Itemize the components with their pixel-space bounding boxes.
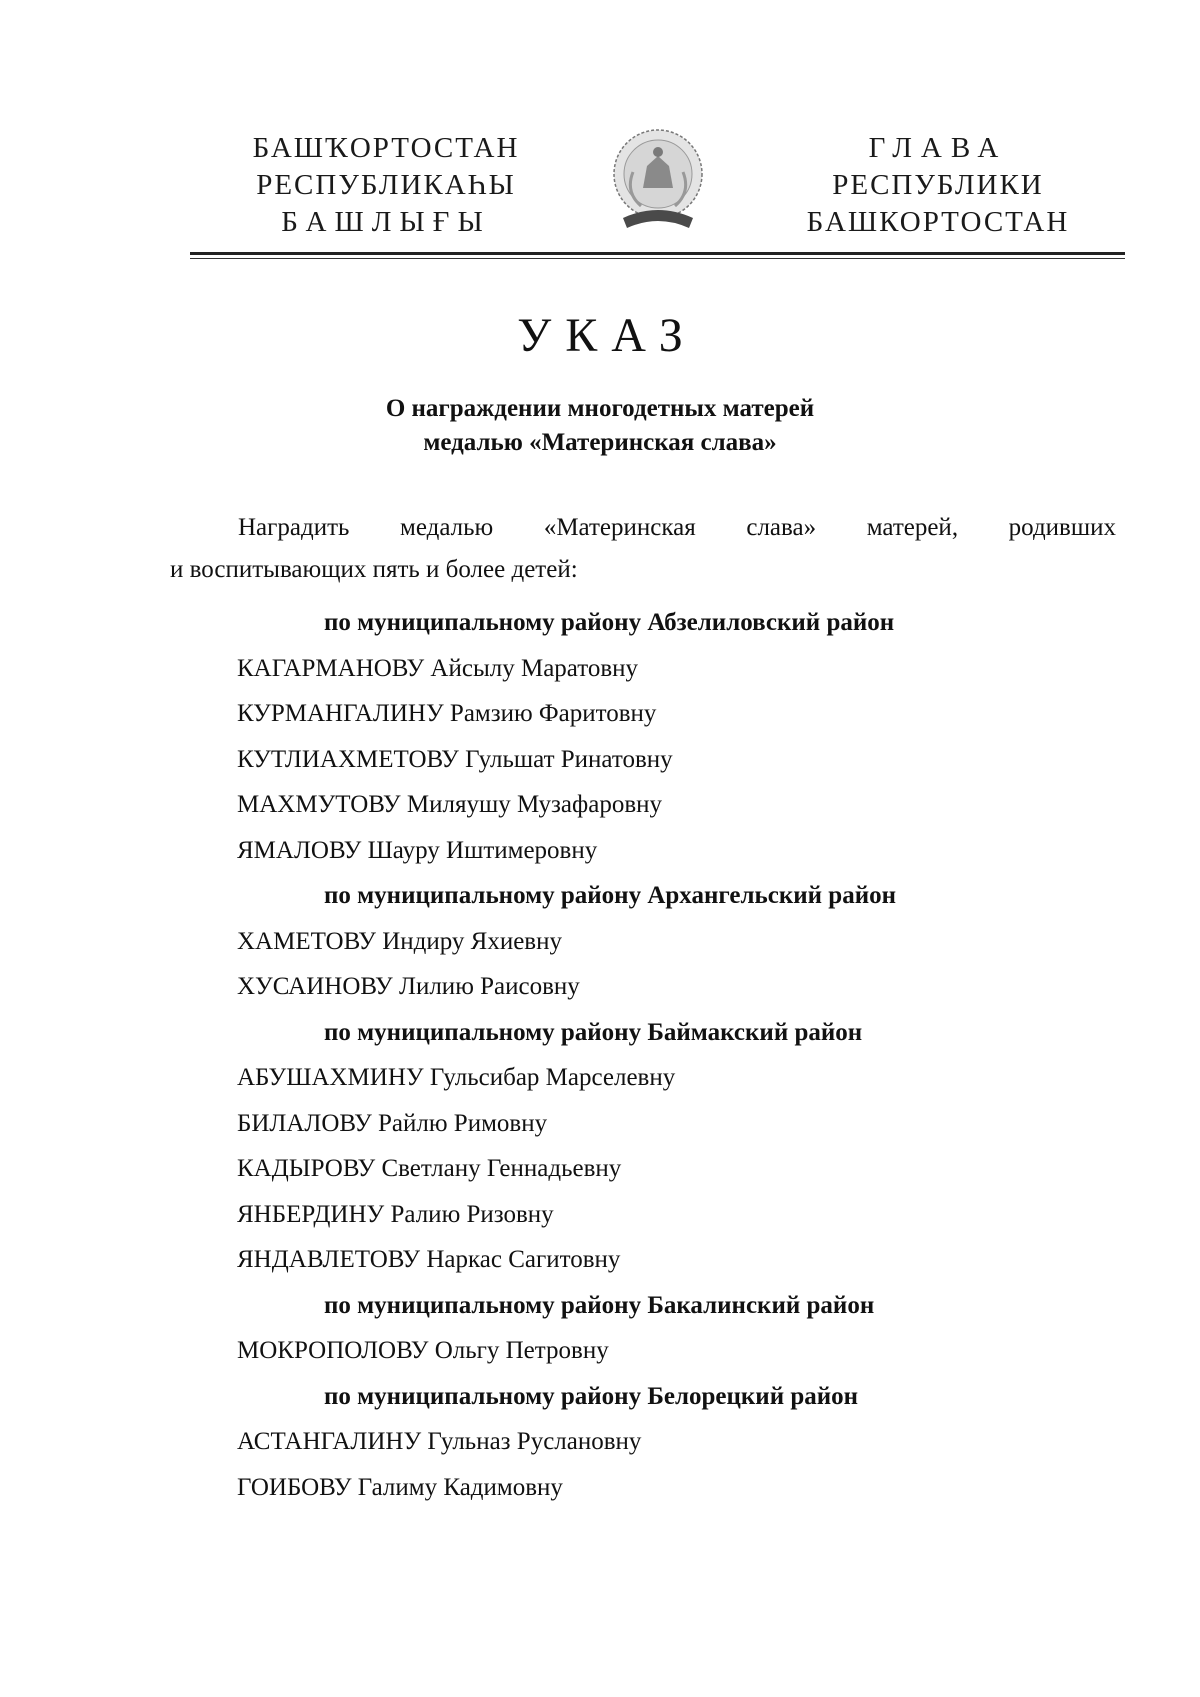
awardee-name: БИЛАЛОВУ Райлю Римовну bbox=[237, 1109, 548, 1137]
awardee-name: КАГАРМАНОВУ Айсылу Маратовну bbox=[237, 654, 639, 682]
header-divider-thin bbox=[190, 258, 1125, 259]
intro-paragraph-line-2: и воспитывающих пять и более детей: bbox=[170, 556, 578, 583]
award-list bbox=[0, 604, 1200, 1514]
district-heading: по муниципальному району Баймакский район bbox=[324, 1018, 863, 1046]
header-right-line: БАШКОРТОСТАН bbox=[806, 206, 1070, 238]
district-heading: по муниципальному району Архангельский район bbox=[324, 882, 897, 909]
awardee-name: ЯМАЛОВУ Шауру Иштимеровну bbox=[237, 836, 598, 864]
header-divider-thick bbox=[190, 252, 1125, 255]
header-right-line: ГЛАВА bbox=[868, 132, 1008, 164]
republic-coat-of-arms-icon bbox=[603, 122, 713, 242]
header-left-line: БАШҠОРТОСТАН bbox=[252, 132, 520, 164]
awardee-name: ГОИБОВУ Галиму Кадимовну bbox=[237, 1473, 563, 1501]
subtitle-line: О награждении многодетных матерей bbox=[385, 395, 815, 422]
awardee-name: ХУСАИНОВУ Лилию Раисовну bbox=[237, 973, 580, 1000]
header-right-russian bbox=[788, 130, 1088, 241]
awardee-name: ХАМЕТОВУ Индиру Яхиевну bbox=[237, 927, 562, 955]
header-right-line: РЕСПУБЛИКИ bbox=[832, 169, 1044, 201]
document-header bbox=[0, 130, 1200, 250]
header-left-bashkir bbox=[236, 130, 536, 241]
header-left-line: БАШЛЫҒЫ bbox=[281, 206, 491, 238]
intro-paragraph-line-1: Наградить медалью «Материнская слава» матерей, родивших bbox=[238, 514, 1116, 541]
awardee-name: ЯНБЕРДИНУ Ралию Ризовну bbox=[237, 1200, 554, 1228]
document-title: УКАЗ bbox=[517, 309, 697, 362]
district-heading: по муниципальному району Белорецкий район bbox=[324, 1382, 859, 1410]
awardee-name: МОКРОПОЛОВУ Ольгу Петровну bbox=[237, 1337, 609, 1364]
header-left-line: РЕСПУБЛИКАҺЫ bbox=[256, 169, 516, 201]
awardee-name: МАХМУТОВУ Миляушу Музафаровну bbox=[237, 791, 662, 818]
subtitle-line: медалью «Материнская слава» bbox=[423, 429, 777, 456]
awardee-name: АБУШАХМИНУ Гульсибар Марселевну bbox=[237, 1064, 676, 1091]
document-subtitle bbox=[0, 392, 1200, 460]
awardee-name: КУТЛИАХМЕТОВУ Гульшат Ринатовну bbox=[237, 745, 673, 773]
awardee-name: ЯНДАВЛЕТОВУ Наркас Сагитовну bbox=[237, 1246, 621, 1273]
district-heading: по муниципальному району Абзелиловский район bbox=[324, 609, 895, 636]
district-heading: по муниципальному району Бакалинский район bbox=[324, 1291, 875, 1319]
awardee-name: КУРМАНГАЛИНУ Рамзию Фаритовну bbox=[237, 700, 657, 727]
awardee-name: КАДЫРОВУ Светлану Геннадьевну bbox=[237, 1155, 622, 1182]
awardee-name: АСТАНГАЛИНУ Гульназ Руслановну bbox=[237, 1428, 642, 1455]
